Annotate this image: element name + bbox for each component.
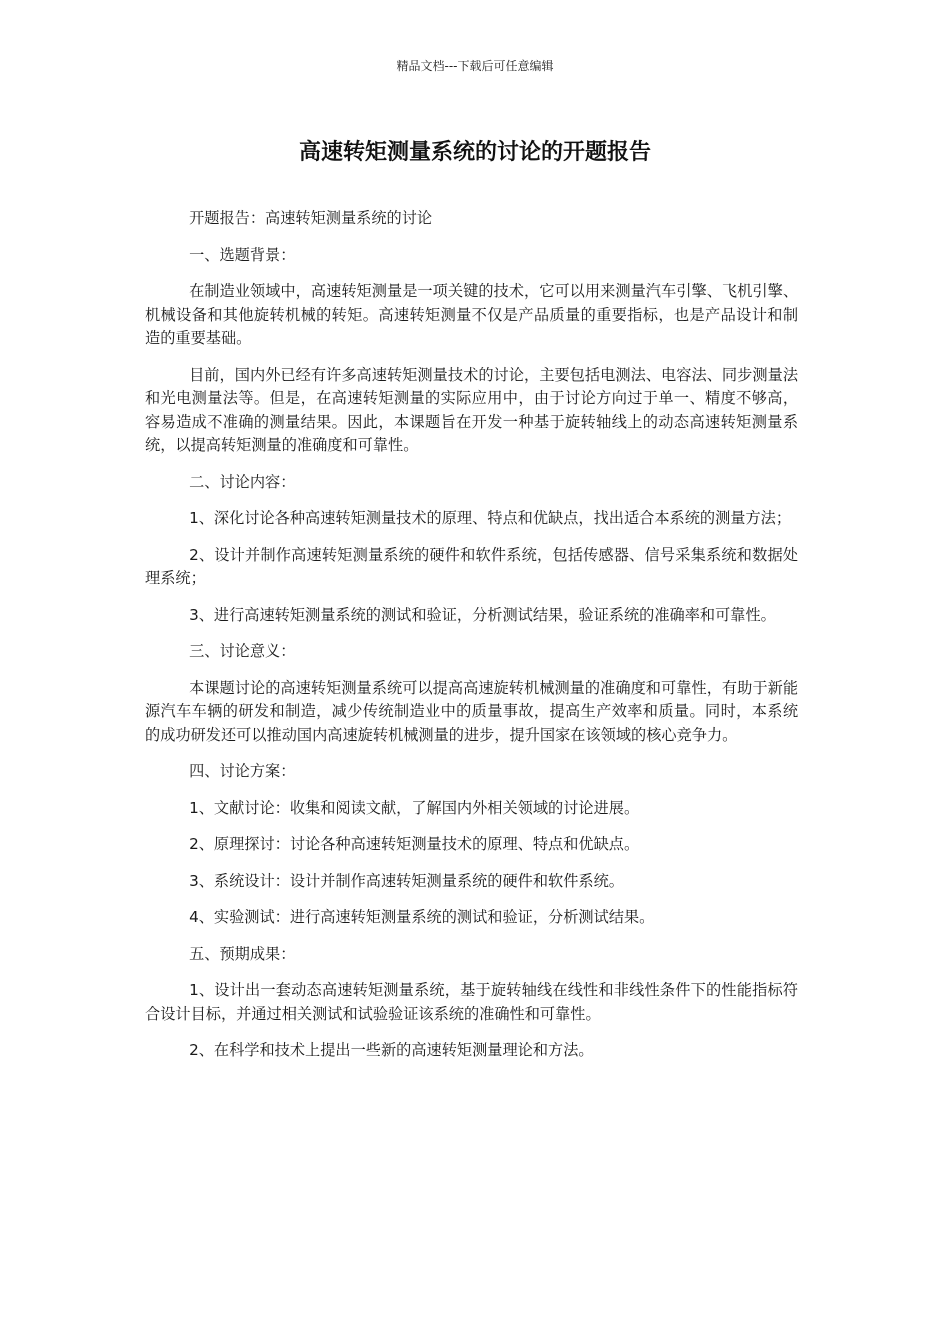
section-heading-background: 一、选题背景： [189,245,296,264]
list-item: 1、文献讨论：收集和阅读文献，了解国内外相关领域的讨论进展。 [189,798,640,817]
list-item: 3、进行高速转矩测量系统的测试和验证，分析测试结果，验证系统的准确率和可靠性。 [189,605,776,624]
document-body [145,207,798,1076]
section-heading-significance: 三、讨论意义： [189,642,296,660]
list-item: 3、系统设计：设计并制作高速转矩测量系统的硬件和软件系统。 [189,871,624,890]
list-item: 2、原理探讨：讨论各种高速转矩测量技术的原理、特点和优缺点。 [189,835,640,853]
document-title: 高速转矩测量系统的讨论的开题报告 [298,140,651,165]
section-heading-expected-results: 五、预期成果： [189,944,296,963]
section-heading-content: 二、讨论内容： [189,472,296,491]
list-item: 2、在科学和技术上提出一些新的高速转矩测量理论和方法。 [189,1041,594,1059]
section-heading-plan: 四、讨论方案： [189,762,296,780]
list-item: 4、实验测试：进行高速转矩测量系统的测试和验证，分析测试结果。 [189,908,655,926]
page-header-watermark: 精品文档---下载后可任意编辑 [396,59,554,73]
report-subject-line: 开题报告：高速转矩测量系统的讨论 [189,209,433,227]
list-item: 1、设计出一套动态高速转矩测量系统，基于旋转轴线在线性和非线性条件下的性能指标符合设计目标，并通过相关测试和试验验证该系统的准确性和可靠性。 [145,981,798,1023]
body-paragraph: 目前，国内外已经有许多高速转矩测量技术的讨论，主要包括电测法、电容法、同步测量法和光电测量法等。但是，在高速转矩测量的实际应用中，由于讨论方向过于单一、精度不够高，容易造成不准确的测量结果。因此，本课题旨在开发一种基于旋转轴线上的动态高速转矩测量系统，以提高转矩测量的准确度和可靠性。 [145,365,798,454]
list-item: 2、设计并制作高速转矩测量系统的硬件和软件系统，包括传感器、信号采集系统和数据处理系统； [145,545,798,587]
body-paragraph: 在制造业领域中，高速转矩测量是一项关键的技术，它可以用来测量汽车引擎、飞机引擎、机械设备和其他旋转机械的转矩。高速转矩测量不仅是产品质量的重要指标，也是产品设计和制造的重要基础。 [145,282,798,347]
list-item: 1、深化讨论各种高速转矩测量技术的原理、特点和优缺点，找出适合本系统的测量方法； [189,509,792,527]
body-paragraph: 本课题讨论的高速转矩测量系统可以提高高速旋转机械测量的准确度和可靠性，有助于新能源汽车车辆的研发和制造，减少传统制造业中的质量事故，提高生产效率和质量。同时，本系统的成功研发还可以推动国内高速旋转机械测量的进步，提升国家在该领域的核心竞争力。 [145,678,798,744]
